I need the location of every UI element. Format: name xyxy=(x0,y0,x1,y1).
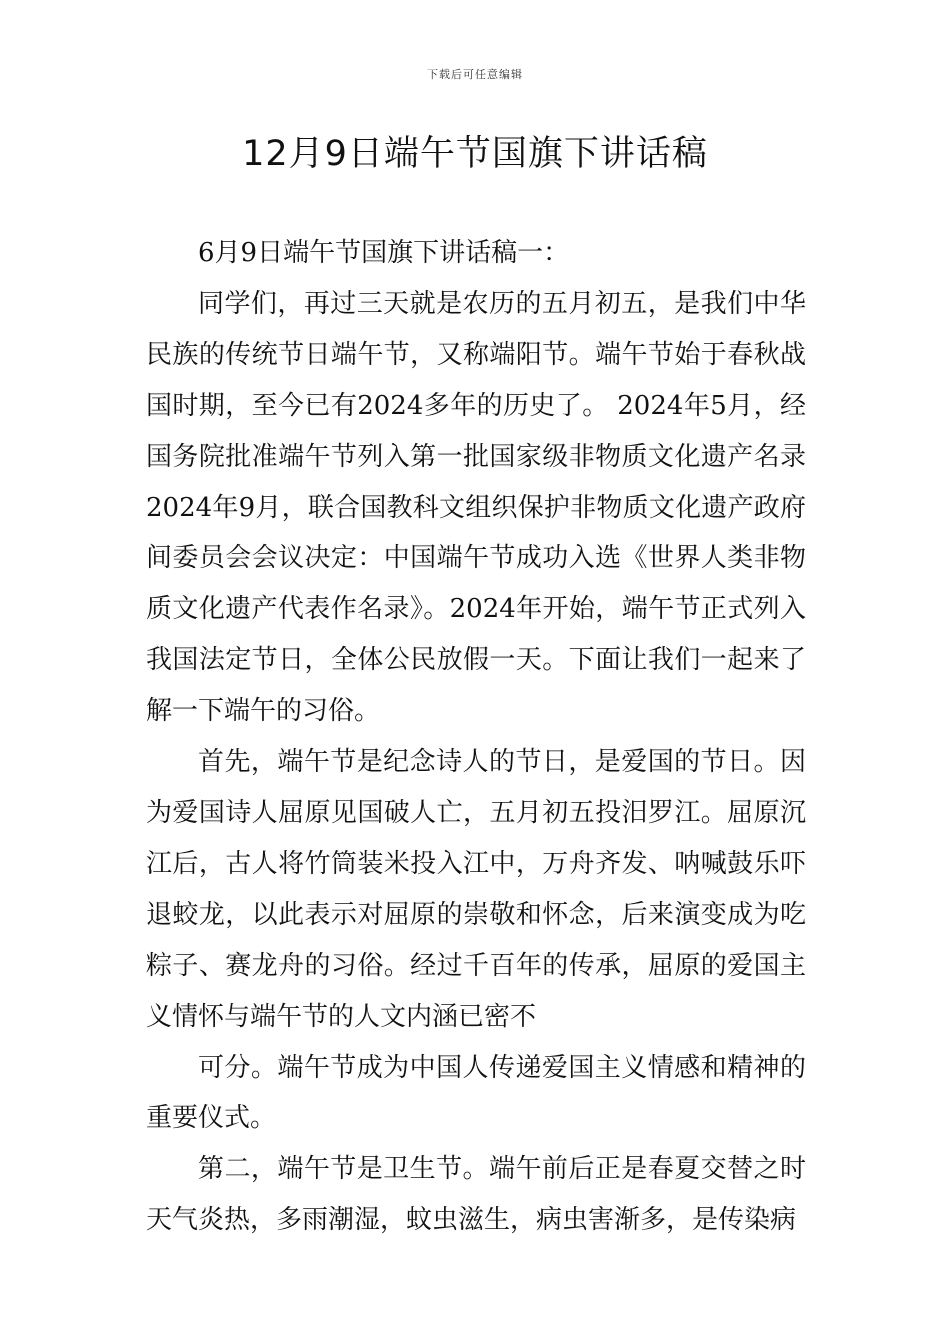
header-note: 下载后可任意编辑 xyxy=(427,68,523,81)
paragraph: 第二，端午节是卫生节。端午前后正是春夏交替之时天气炎热，多雨潮湿，蚊虫滋生，病虫害渐多，是传染病 xyxy=(146,1154,806,1236)
paragraph: 可分。端午节成为中国人传递爱国主义情感和精神的重要仪式。 xyxy=(146,1052,806,1134)
paragraph-intro: 6月9日端午节国旗下讲话稿一： xyxy=(198,238,570,268)
paragraph: 首先，端午节是纪念诗人的节日，是爱国的节日。因为爱国诗人屈原见国破人亡，五月初五投汨罗江。屈原沉江后，古人将竹筒装米投入江中，万舟齐发、呐喊鼓乐吓退蛟龙，以此表示对屈原的崇敬和怀念，后来演变成为吃粽子、赛龙舟的习俗。经过千百年的传承，屈原的爱国主义情怀与端午节的人文内涵已密不 xyxy=(146,747,806,1032)
document-body xyxy=(146,228,806,1246)
document-title: 12月9日端午节国旗下讲话稿 xyxy=(242,134,708,174)
paragraph: 同学们，再过三天就是农历的五月初五，是我们中华民族的传统节日端午节，又称端阳节。端午节始于春秋战国时期，至今已有2024多年的历史了。 2024年5月，经国务院批准端午节列入第一批国家级非物质文化遗产名录2024年9月，联合国教科文组织保护非物质文化遗产政府间委员会会议决定：中国端午节成功入选《世界人类非物质文化遗产代表作名录》。2024年开始，端午节正式列入我国法定节日，全体公民放假一天。下面让我们一起来了解一下端午的习俗。 xyxy=(146,288,806,727)
